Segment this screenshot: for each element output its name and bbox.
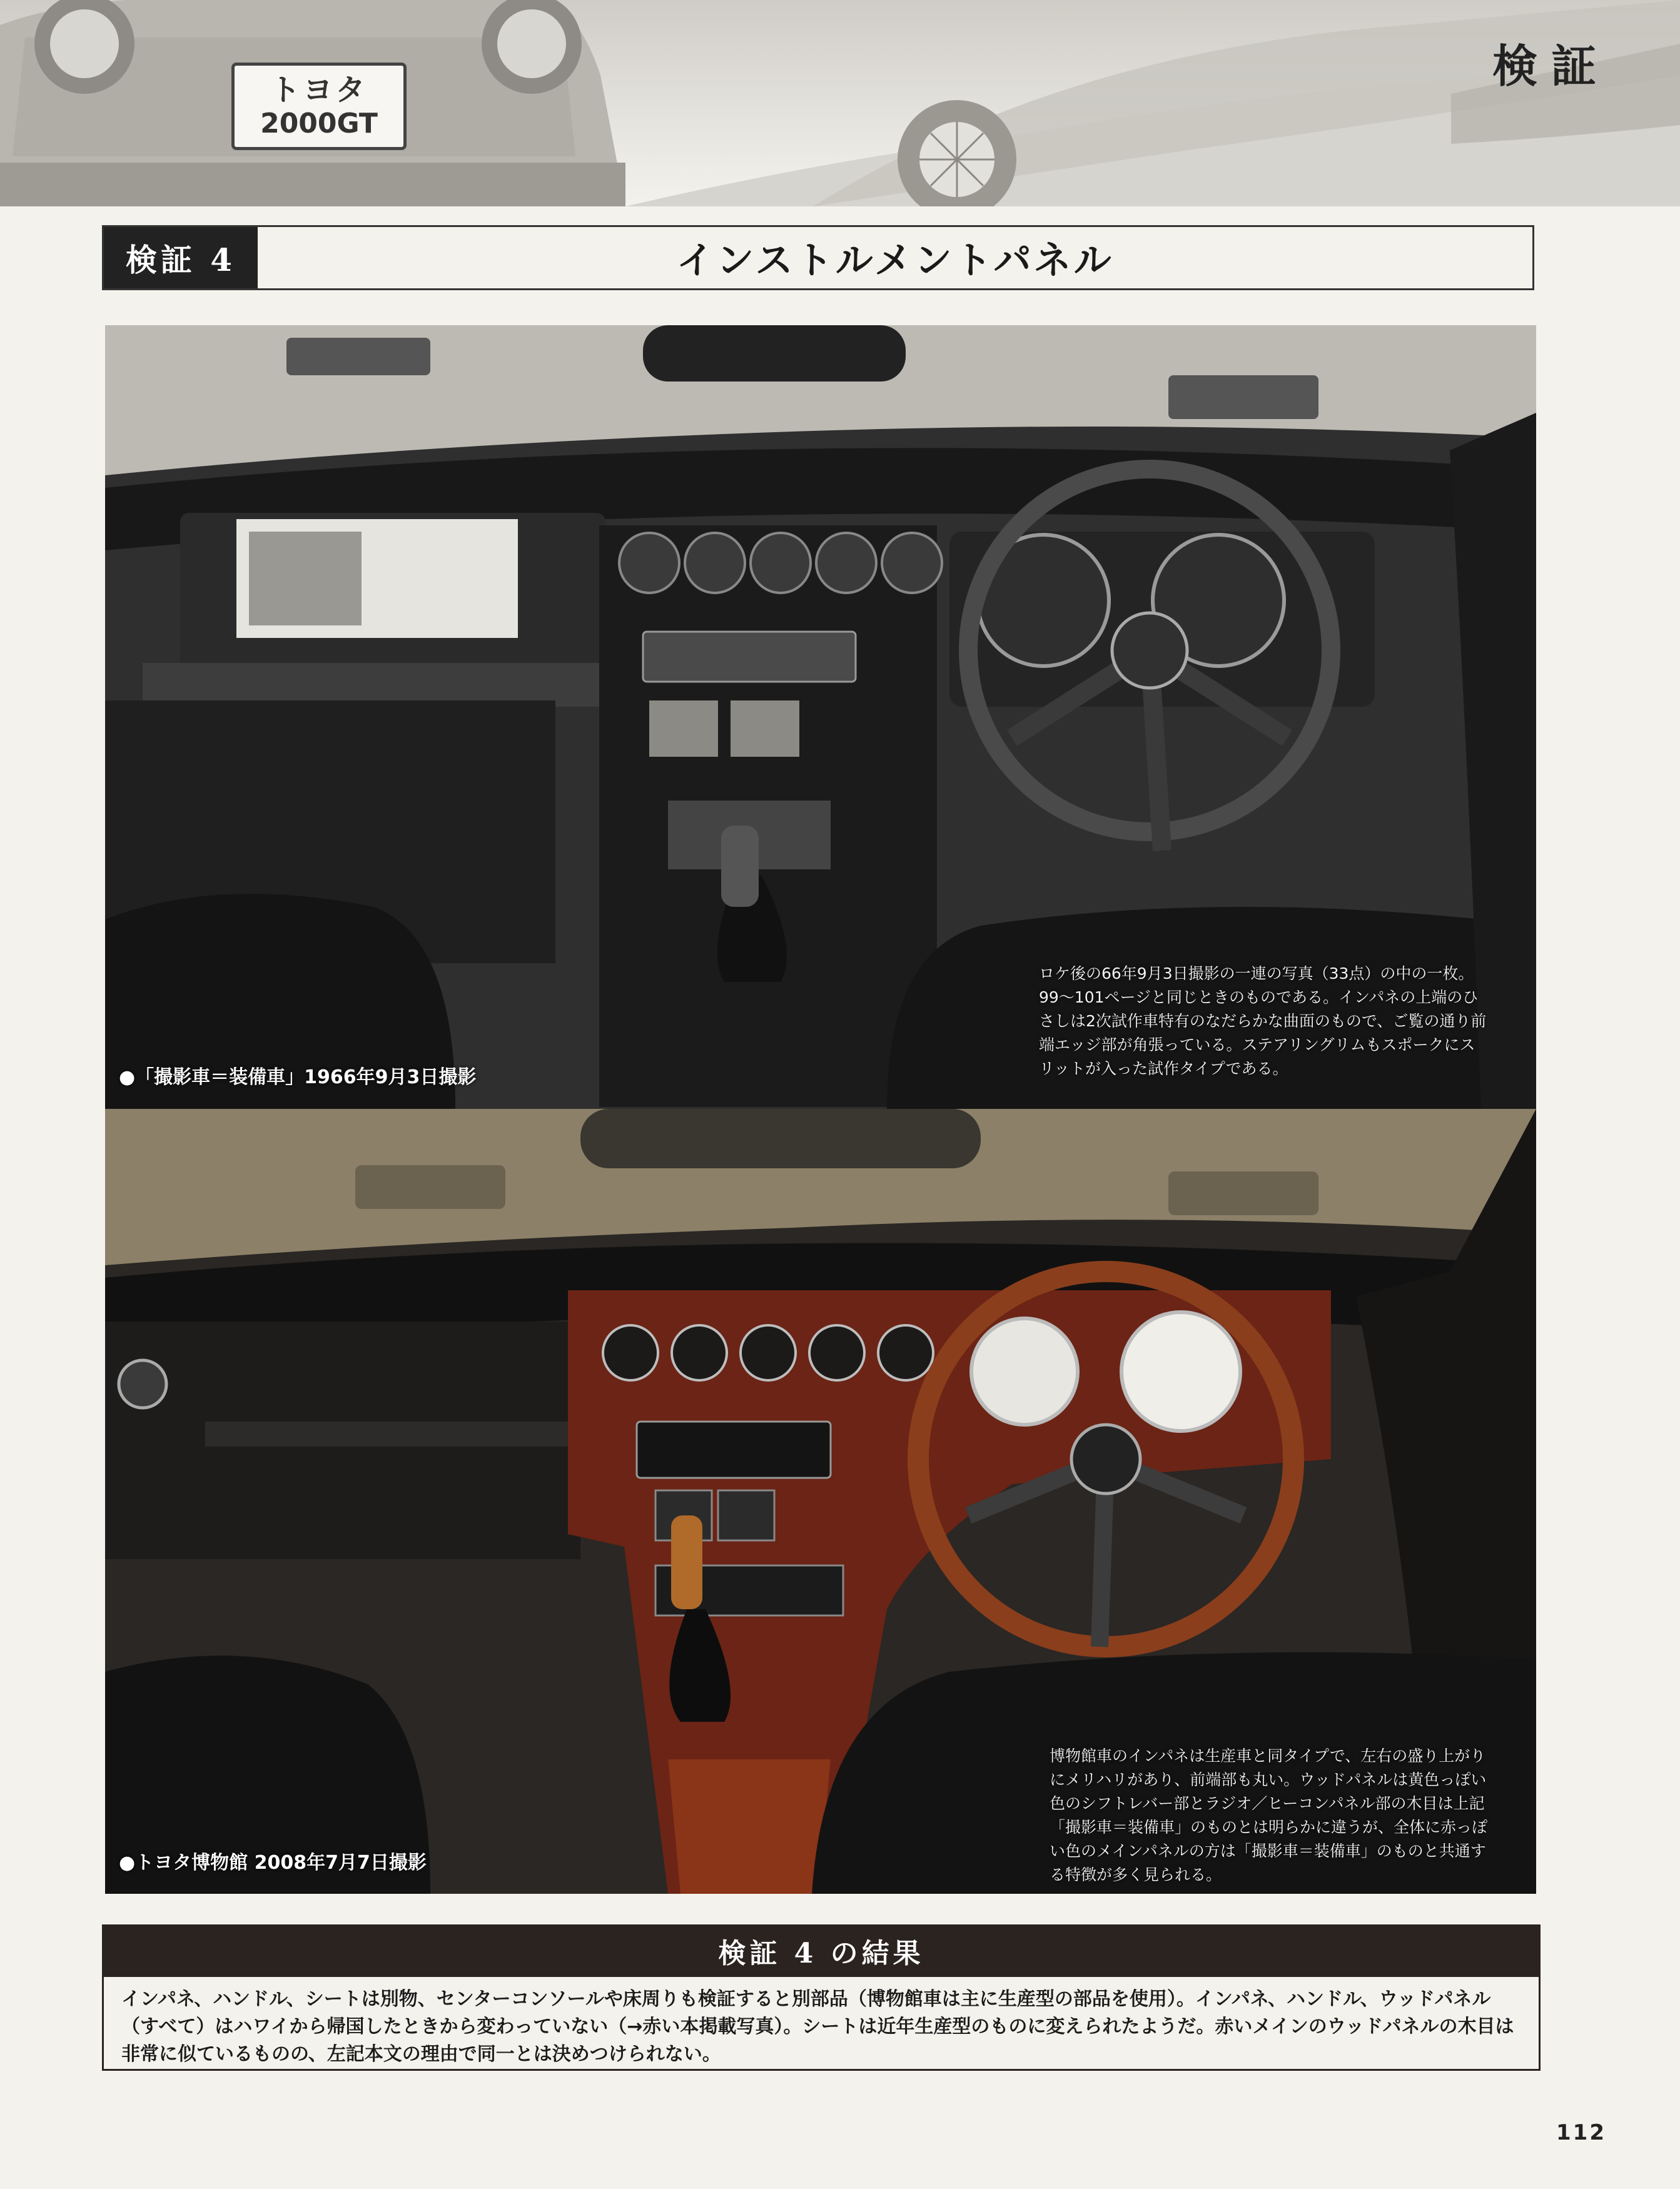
section-tag: 検証 bbox=[1492, 39, 1610, 93]
photo-description-2008: 博物館車のインパネは生産車と同タイプで、左右の盛り上がりにメリハリがあり、前端部も丸い。ウッドパネルは黄色っぽい色のシフトレバー部とラジオ／ヒーコンパネル部の木目は上記「撮影車＝装備車」のものとは明らかに違うが、全体に赤っぽい色のメインパネルの方は「撮影車＝装備車」のものと共通する特徴が多く見られる。 bbox=[1050, 1747, 1488, 1884]
license-plate bbox=[231, 63, 407, 150]
photo-dashboard-2008 bbox=[105, 1109, 1536, 1894]
photo-caption-1966: ●「撮影車＝装備車」1966年9月3日撮影 bbox=[119, 1066, 477, 1088]
plate-line-1: トヨタ bbox=[270, 73, 368, 108]
verification-tag: 検証 4 bbox=[104, 227, 258, 288]
photo-caption-2008: ●トヨタ博物館 2008年7月7日撮影 bbox=[119, 1852, 427, 1874]
title-bar bbox=[102, 225, 1534, 290]
page-number: 112 bbox=[1556, 2120, 1606, 2145]
result-body: インパネ、ハンドル、シートは別物、センターコンソールや床周りも検証すると別部品（博物館車は主に生産型の部品を使用）。インパネ、ハンドル、ウッドパネル（すべて）はハワイから帰国したときから変わっていない（→赤い本掲載写真）。シートは近年生産型のものに変えられたようだ。赤いメインのウッドパネルの木目は非常に似ているものの、左記本文の理由で同一とは決めつけられない。 bbox=[102, 1977, 1541, 2071]
photo-dashboard-1966 bbox=[105, 325, 1536, 1109]
photo-description-1966: ロケ後の66年9月3日撮影の一連の写真（33点）の中の一枚。99〜101ページと同じときのものである。インパネの上端のひさしは2次試作車特有のなだらかな曲面のもので、ご覧の通り前端エッジ部が角張っている。ステアリングリムもスポークにスリットが入った試作タイプである。 bbox=[1039, 964, 1487, 1078]
result-heading: 検証 4 の結果 bbox=[102, 1924, 1541, 1977]
page-title: インストルメントパネル bbox=[676, 239, 1114, 283]
header-banner bbox=[0, 0, 1680, 206]
plate-line-2: 2000GT bbox=[260, 108, 378, 139]
